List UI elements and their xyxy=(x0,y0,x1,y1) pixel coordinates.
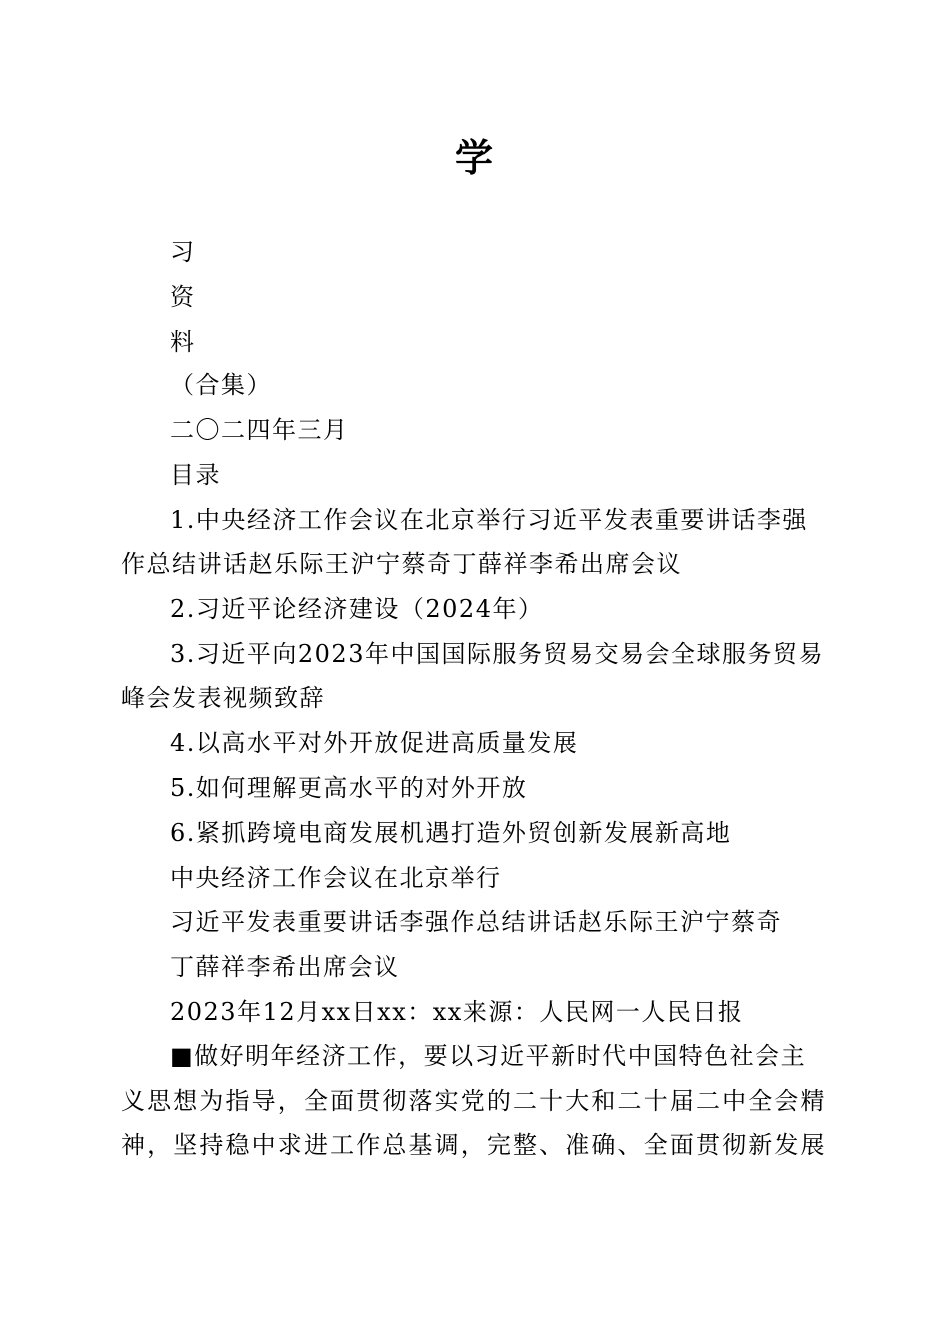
toc-item-continued: 作总结讲话赵乐际王沪宁蔡奇丁薛祥李希出席会议 xyxy=(121,550,682,578)
cover-line: 料 xyxy=(170,328,196,356)
article-meta: 2023年12月xx日xx：xx来源：人民网一人民日报 xyxy=(170,998,744,1026)
cover-line: 资 xyxy=(170,283,196,311)
toc-item: 4.以高水平对外开放促进高质量发展 xyxy=(170,729,579,757)
article-paragraph-line: ■做好明年经济工作，要以习近平新时代中国特色社会主 xyxy=(170,1042,807,1070)
toc-item-continued: 峰会发表视频致辞 xyxy=(121,684,325,712)
toc-item: 1.中央经济工作会议在北京举行习近平发表重要讲话李强 xyxy=(170,506,808,534)
cover-date: 二〇二四年三月 xyxy=(170,416,349,444)
toc-heading: 目录 xyxy=(170,461,221,489)
cover-subtitle: （合集） xyxy=(170,371,272,399)
article-paragraph-line: 神，坚持稳中求进工作总基调，完整、准确、全面贯彻新发展 xyxy=(121,1131,826,1159)
cover-line: 习 xyxy=(170,238,196,266)
toc-item: 6.紧抓跨境电商发展机遇打造外贸创新发展新高地 xyxy=(170,819,732,847)
article-headline: 中央经济工作会议在北京举行 xyxy=(170,864,502,892)
article-headline: 习近平发表重要讲话李强作总结讲话赵乐际王沪宁蔡奇 xyxy=(170,908,782,936)
article-headline: 丁薛祥李希出席会议 xyxy=(170,953,400,981)
toc-item: 3.习近平向2023年中国国际服务贸易交易会全球服务贸易 xyxy=(170,640,824,668)
toc-item: 5.如何理解更高水平的对外开放 xyxy=(170,774,528,802)
article-paragraph-line: 义思想为指导，全面贯彻落实党的二十大和二十届二中全会精 xyxy=(121,1087,826,1115)
toc-item: 2.习近平论经济建设（2024年） xyxy=(170,595,544,623)
document-title: 学 xyxy=(454,135,495,180)
